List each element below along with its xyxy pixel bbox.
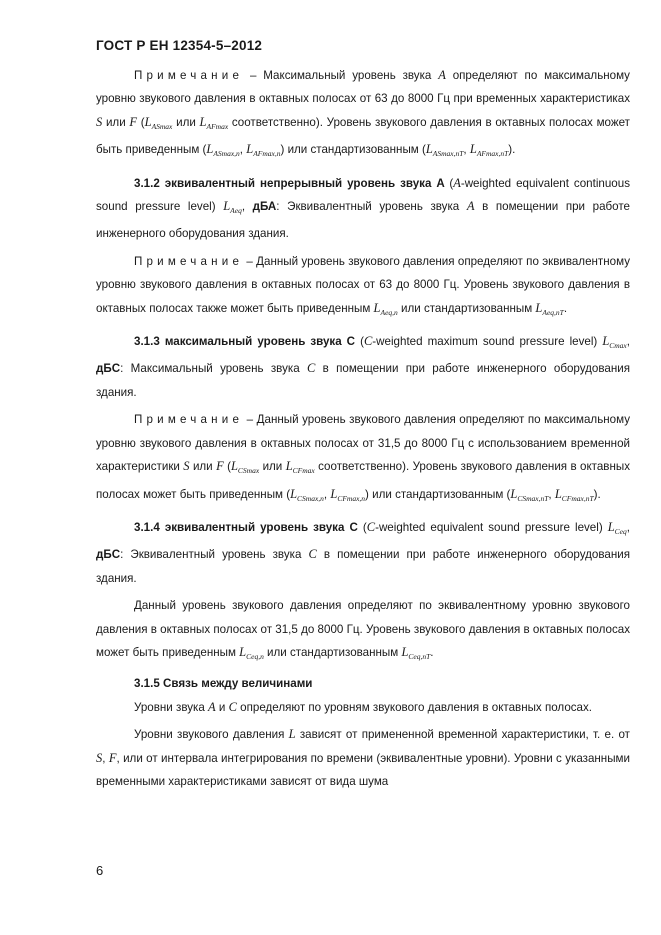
symbol-L-Aeq-n: $L_{Aeq,n}$	[373, 300, 398, 317]
symbol-L-CFmax-n: $L_{CFmax,n}$	[330, 486, 366, 503]
symbol-L-ASmax-nT: $L_{ASmax,nT}$	[425, 142, 464, 159]
page-header-title: ГОСТ Р ЕН 12354-5–2012	[96, 38, 263, 53]
section-number: 3.1.5	[134, 677, 160, 691]
note-paragraph: Примечание – Данный уровень звукового давления определяют по максимальному уровню звукового давления в октавных полосах от 31,5 до 8000 Гц с использованием временной характеристики S или F ($L_{CSmax}$ или $L_{CFmax}$ соответственно). Уровень звукового давления в октавных полосах может быть приведенным ($L_{CSmax,n}$, $L_{CFmax,n}$) или стандартизованным ($L_{CSmax,nT}$, $L_{CFmax,nT}$).	[96, 413, 630, 503]
document-body	[96, 64, 630, 793]
note-paragraph: Примечание – Данный уровень звукового давления определяют по эквивалентному уровню звукового давления в октавных полосах от 63 до 8000 Гц. Уровень звукового давления в октавных полосах также может быть приведенным $L_{Aeq,n}$ или стандартизованным $L_{Aeq,nT}$.	[96, 254, 630, 317]
body-paragraph: Уровни звукового давления L зависят от примененной временной характеристики, т. е. от S, F, или от интервала интегрирования по времени (эквивалентные уровни). Уровни с указанными временными характеристиками зависят от вида шума	[96, 727, 630, 788]
term-title: максимальный уровень звука C	[159, 335, 361, 349]
symbol-L-Cmax: $L_{Cmax}$	[602, 334, 627, 351]
section-number: 3.1.4	[134, 520, 160, 534]
unit-label: дБC	[96, 548, 121, 562]
symbol-L-ASmax-n: $L_{ASmax,n}$	[206, 142, 240, 159]
note-label: Примечание	[134, 413, 244, 427]
unit-label: дБА	[252, 200, 277, 214]
symbol-L-CFmax-nT: $L_{CFmax,nT}$	[554, 486, 594, 503]
symbol-L-ASmax: $L_{ASmax}$	[144, 114, 173, 131]
note-label: Примечание	[134, 69, 244, 82]
section-number: 3.1.2	[134, 176, 160, 190]
note-paragraph: Примечание – Максимальный уровень звука A определяют по максимальному уровню звукового давления в октавных полосах от 63 до 8000 Гц при временных характеристиках S или F ($L_{ASmax}$ или $L_{AFmax}$ соответственно). Уровень звукового давления в октавных полосах может быть приведенным ($L_{ASmax,n}$, $L_{AFmax,n}$) или стандартизованным ($L_{ASmax,nT}$, $L_{AFmax,nT}$).	[96, 68, 630, 159]
symbol-L-Ceq: $L_{Ceq}$	[607, 519, 627, 536]
body-paragraph: Данный уровень звукового давления определяют по эквивалентному уровню звукового давления в октавных полосах от 31,5 до 8000 Гц. Уровень звукового давления в октавных полосах может быть приведенным $L_{Ceq,n}$ или стандартизованным $L_{Ceq,nT}$.	[96, 599, 630, 661]
symbol-L-Ceq-nT: $L_{Ceq,nT}$	[401, 644, 431, 661]
unit-label: дБC	[96, 362, 121, 376]
note-label: Примечание	[134, 254, 244, 268]
term-title: эквивалентный уровень звука C	[159, 520, 363, 534]
term-title: эквивалентный непрерывный уровень звука A	[159, 176, 450, 190]
symbol-L-Aeq: $L_{Aeq}$	[223, 199, 242, 216]
term-3-1-2: 3.1.2 эквивалентный непрерывный уровень звука A (A-weighted equivalent continuous sound pressure level) $L_{Aeq}$, дБА: Эквивалентный уровень звука A в помещении при работе инженерного оборудования здания.	[96, 175, 630, 241]
symbol-L-CSmax: $L_{CSmax}$	[230, 459, 260, 476]
term-3-1-4: 3.1.4 эквивалентный уровень звука C (C-weighted equivalent sound pressure level) $L_{Ceq}$, дБC: Эквивалентный уровень звука C в помещении при работе инженерного оборудования здания.	[96, 519, 630, 585]
section-title: Связь между величинами	[159, 677, 313, 691]
term-3-1-3: 3.1.3 максимальный уровень звука C (C-weighted maximum sound pressure level) $L_{Cmax}$, дБC: Максимальный уровень звука C в помещении при работе инженерного оборудования здания.	[96, 334, 631, 399]
symbol-L-AFmax: $L_{AFmax}$	[199, 114, 229, 131]
symbol-L-CSmax-nT: $L_{CSmax,nT}$	[510, 486, 549, 503]
body-paragraph: Уровни звука A и C определяют по уровням звукового давления в октавных полосах.	[134, 699, 593, 714]
section-3-1-5-heading	[96, 672, 630, 695]
symbol-L-Aeq-nT: $L_{Aeq,nT}$	[535, 300, 564, 317]
symbol-L-AFmax-n: $L_{AFmax,n}$	[246, 142, 281, 159]
section-number: 3.1.3	[134, 335, 160, 349]
symbol-L-CSmax-n: $L_{CSmax,n}$	[290, 486, 324, 503]
page-number: 6	[96, 863, 104, 878]
symbol-L-CFmax: $L_{CFmax}$	[285, 459, 315, 476]
symbol-L-AFmax-nT: $L_{AFmax,nT}$	[469, 142, 509, 159]
symbol-L-Ceq-n: $L_{Ceq,n}$	[239, 644, 264, 661]
